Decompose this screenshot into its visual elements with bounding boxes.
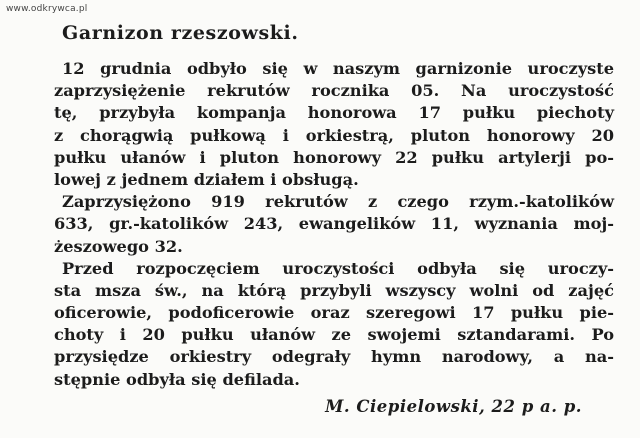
text-line: oficerowie, podoficerowie oraz szeregowi 17 pułku pie- [54, 303, 614, 323]
text-line: Zaprzysiężono 919 rekrutów z czego rzym.-katolików [62, 192, 614, 212]
text-line: stępnie odbyła się defilada. [54, 369, 300, 389]
article-title: Garnizon rzeszowski. [62, 22, 299, 44]
text-line: Przed rozpoczęciem uroczystości odbyła się uroczy- [62, 258, 614, 278]
text-line: 12 grudnia odbyło się w naszym garnizonie uroczyste [62, 59, 614, 78]
author-signature: M. Ciepielowski, 22 p a. p. [325, 397, 582, 416]
text-line: pułku ułanów i pluton honorowy 22 pułku artylerji po- [54, 147, 614, 167]
text-line: lowej z jednem działem i obsługą. [54, 169, 359, 189]
text-line: przysiędze orkiestry odegrały hymn narodowy, a na- [54, 347, 614, 367]
article-body [54, 58, 614, 391]
text-line: żeszowego 32. [54, 236, 183, 256]
watermark: www.odkrywca.pl [6, 4, 88, 14]
text-line: 633, gr.-katolików 243, ewangelików 11, wyznania moj- [54, 214, 614, 234]
text-line: choty i 20 pułku ułanów ze swojemi sztandarami. Po [54, 325, 614, 345]
text-line: sta msza św., na którą przybyli wszyscy wolni od zajęć [54, 280, 614, 300]
text-line: zaprzysiężenie rekrutów rocznika 05. Na uroczystość [54, 81, 614, 101]
text-line: z chorągwią pułkową i orkiestrą, pluton honorowy 20 [54, 125, 614, 145]
text-line: tę, przybyła kompanja honorowa 17 pułku piechoty [54, 103, 614, 123]
